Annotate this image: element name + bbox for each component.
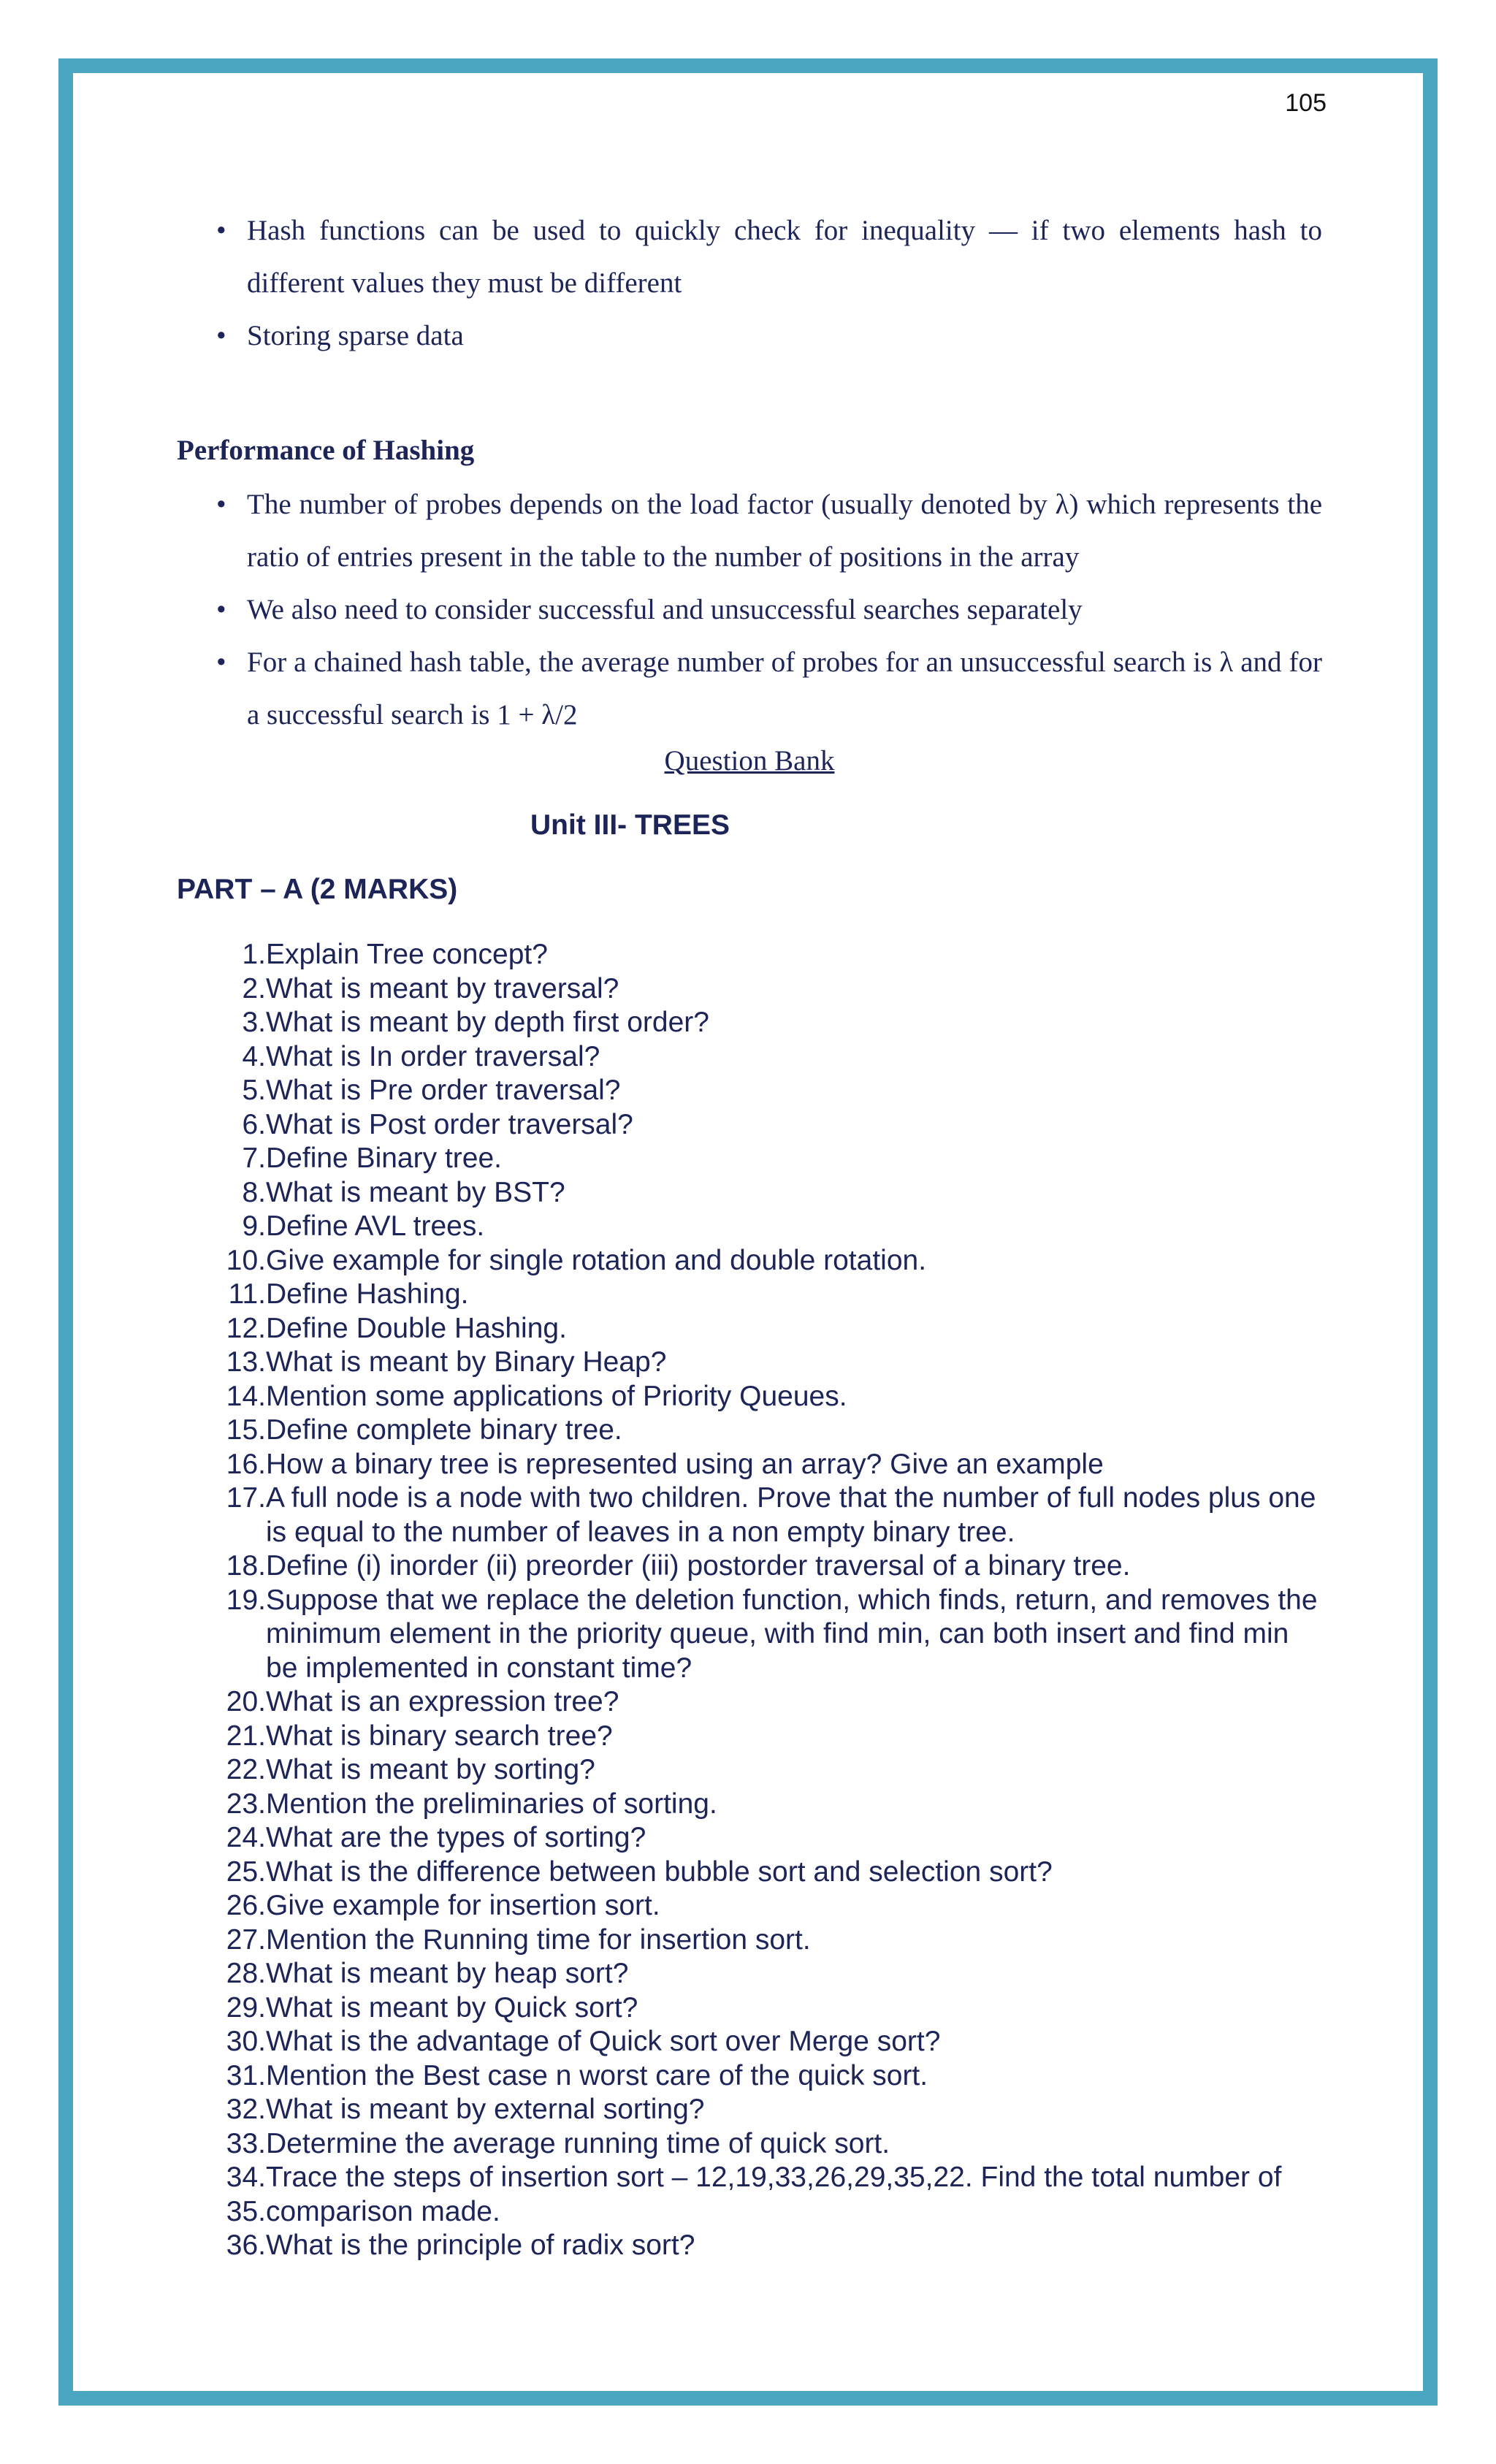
- question-number: 9.: [242, 1210, 266, 1242]
- question-text: Define Binary tree.: [266, 1143, 502, 1174]
- question-text: What is Pre order traversal?: [266, 1075, 621, 1106]
- question-text: Define Hashing.: [266, 1278, 469, 1310]
- question-number: 2.: [242, 972, 266, 1004]
- question-item: [177, 1346, 1322, 1380]
- question-number: 35.: [226, 2195, 266, 2227]
- question-item: [177, 1040, 1322, 1075]
- question-text: What are the types of sorting?: [266, 1822, 646, 1853]
- question-text: What is meant by Quick sort?: [266, 1991, 638, 2024]
- question-item: [177, 1957, 1322, 1991]
- part-title: PART – A (2 MARKS): [177, 874, 458, 905]
- question-text: What is meant by BST?: [266, 1176, 565, 1208]
- question-text: What is meant by heap sort?: [266, 1958, 629, 1989]
- question-item: [177, 1108, 1322, 1143]
- question-item: [177, 1821, 1322, 1855]
- question-item: [177, 1142, 1322, 1176]
- question-text: What is the advantage of Quick sort over Merge sort?: [266, 2026, 941, 2057]
- question-number: 32.: [226, 2094, 266, 2125]
- question-item: [177, 2025, 1322, 2059]
- question-item: [177, 1210, 1322, 1244]
- question-number: 23.: [226, 1788, 266, 1820]
- question-text: Explain Tree concept?: [266, 939, 548, 970]
- question-text: What is binary search tree?: [266, 1720, 613, 1752]
- question-text: What is meant by sorting?: [266, 1754, 595, 1785]
- question-text: Trace the steps of insertion sort – 12,19,33,26,29,35,22. Find the total number of: [266, 2162, 1282, 2193]
- question-text: Mention the preliminaries of sorting.: [266, 1788, 717, 1820]
- question-number: 30.: [226, 2026, 266, 2057]
- intro-bullet-list: [177, 205, 1322, 362]
- question-item: [177, 1380, 1322, 1414]
- question-text: Define (i) inorder (ii) preorder (iii) postorder traversal of a binary tree.: [266, 1550, 1131, 1582]
- page-content: [177, 205, 1322, 2263]
- unit-title: Unit III- TREES: [530, 809, 730, 841]
- question-text: Mention the Running time for insertion sort.: [266, 1923, 811, 1956]
- question-number: 36.: [226, 2230, 266, 2261]
- bullet-text: Hash functions can be used to quickly check for inequality — if two elements hash to different values they must be different: [247, 215, 1322, 299]
- question-item: [177, 1855, 1322, 1890]
- question-item: [177, 1414, 1322, 1448]
- question-number: 8.: [242, 1176, 266, 1208]
- question-item: [177, 2059, 1322, 2094]
- question-item: [177, 1481, 1322, 1549]
- question-item: [177, 1991, 1322, 2026]
- question-item: [177, 2093, 1322, 2127]
- bullet-item: [177, 478, 1322, 584]
- question-number: 29.: [226, 1991, 266, 2024]
- question-text: What is meant by external sorting?: [266, 2094, 705, 2125]
- question-item: [177, 2195, 1322, 2230]
- question-item: [177, 1176, 1322, 1210]
- question-number: 3.: [242, 1007, 266, 1038]
- question-item: [177, 1074, 1322, 1108]
- bullet-item: [177, 636, 1322, 741]
- question-text: What is meant by Binary Heap?: [266, 1346, 667, 1378]
- question-number: 19.: [226, 1584, 266, 1616]
- question-item: [177, 1889, 1322, 1923]
- question-number: 4.: [242, 1040, 266, 1072]
- question-number: 6.: [242, 1108, 266, 1140]
- question-item: [177, 1584, 1322, 1686]
- question-number: 20.: [226, 1686, 266, 1717]
- question-number: 7.: [242, 1143, 266, 1174]
- question-number: 18.: [226, 1550, 266, 1582]
- question-text: Mention the Best case n worst care of the quick sort.: [266, 2059, 928, 2091]
- question-number: 31.: [226, 2059, 266, 2091]
- question-number: 24.: [226, 1822, 266, 1853]
- question-text: Mention some applications of Priority Queues.: [266, 1380, 847, 1412]
- question-number: 17.: [226, 1482, 266, 1514]
- question-text: Define Double Hashing.: [266, 1312, 567, 1344]
- question-text: comparison made.: [266, 2195, 500, 2227]
- question-text: Give example for single rotation and double rotation.: [266, 1244, 927, 1276]
- question-text: What is meant by traversal?: [266, 972, 619, 1004]
- question-number: 28.: [226, 1958, 266, 1989]
- bullet-text: We also need to consider successful and unsuccessful searches separately: [247, 594, 1083, 625]
- bullet-icon: •: [216, 489, 226, 520]
- question-item: [177, 2161, 1322, 2195]
- section-heading: Performance of Hashing: [177, 435, 475, 466]
- question-number: 22.: [226, 1754, 266, 1785]
- question-text: What is the difference between bubble sort and selection sort?: [266, 1855, 1053, 1888]
- question-text: What is Post order traversal?: [266, 1108, 633, 1140]
- bullet-item: [177, 205, 1322, 310]
- question-item: [177, 972, 1322, 1007]
- question-number: 13.: [226, 1346, 266, 1378]
- question-text: What is the principle of radix sort?: [266, 2230, 695, 2261]
- question-number: 34.: [226, 2162, 266, 2193]
- bullet-item: [177, 584, 1322, 636]
- question-item: [177, 1312, 1322, 1346]
- question-item: [177, 1549, 1322, 1584]
- question-item: [177, 938, 1322, 972]
- question-number: 14.: [226, 1380, 266, 1412]
- performance-bullet-list: [177, 478, 1322, 741]
- question-text: Define AVL trees.: [266, 1210, 485, 1242]
- page-number: 105: [1285, 89, 1327, 117]
- question-bank-title: Question Bank: [664, 745, 835, 777]
- question-number: 1.: [242, 939, 266, 970]
- question-list: [177, 938, 1322, 2263]
- question-item: [177, 2229, 1322, 2263]
- question-item: [177, 1244, 1322, 1278]
- question-number: 16.: [226, 1448, 266, 1480]
- bullet-text: Storing sparse data: [247, 320, 464, 351]
- bullet-icon: •: [216, 320, 226, 351]
- bullet-icon: •: [216, 594, 226, 625]
- question-item: [177, 1923, 1322, 1958]
- bullet-text: For a chained hash table, the average number of probes for an unsuccessful search is λ and for a successful search is 1 + λ/2: [247, 646, 1322, 731]
- question-text: Give example for insertion sort.: [266, 1890, 660, 1921]
- question-number: 26.: [226, 1890, 266, 1921]
- question-item: [177, 1685, 1322, 1720]
- question-number: 12.: [226, 1312, 266, 1344]
- question-text: Define complete binary tree.: [266, 1414, 622, 1446]
- question-item: [177, 1720, 1322, 1754]
- question-item: [177, 1788, 1322, 1822]
- question-item: [177, 1753, 1322, 1788]
- question-text: A full node is a node with two children. Prove that the number of full nodes plus one is equal to the number of leaves in a non empty binary tree.: [266, 1482, 1316, 1548]
- bullet-icon: •: [216, 215, 226, 246]
- question-number: 25.: [226, 1855, 266, 1888]
- question-item: [177, 1006, 1322, 1040]
- question-number: 15.: [226, 1414, 266, 1446]
- bullet-item: [177, 310, 1322, 362]
- question-number: 5.: [242, 1075, 266, 1106]
- question-text: What is meant by depth first order?: [266, 1007, 709, 1038]
- question-text: What is In order traversal?: [266, 1040, 600, 1072]
- question-number: 33.: [226, 2127, 266, 2159]
- question-number: 11.: [228, 1278, 266, 1310]
- question-number: 10.: [226, 1244, 266, 1276]
- question-text: What is an expression tree?: [266, 1686, 619, 1717]
- question-text: Suppose that we replace the deletion function, which finds, return, and removes the minimum element in the priority queue, with find min, can both insert and find min be implemented in constant time?: [266, 1584, 1318, 1684]
- question-number: 21.: [226, 1720, 266, 1752]
- question-number: 27.: [226, 1923, 266, 1956]
- question-item: [177, 2127, 1322, 2162]
- question-item: [177, 1448, 1322, 1482]
- bullet-icon: •: [216, 646, 226, 678]
- question-text: Determine the average running time of quick sort.: [266, 2127, 890, 2159]
- bullet-text: The number of probes depends on the load factor (usually denoted by λ) which represents the ratio of entries present in the table to the number of positions in the array: [247, 489, 1322, 573]
- question-text: How a binary tree is represented using an array? Give an example: [266, 1448, 1104, 1480]
- question-item: [177, 1278, 1322, 1312]
